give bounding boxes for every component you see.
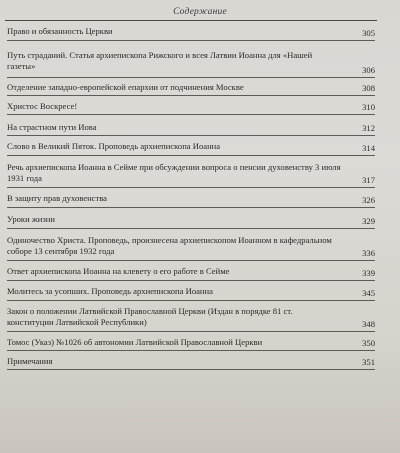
- toc-entry-page: 350: [362, 338, 375, 349]
- toc-entry: [7, 122, 375, 136]
- toc-entry: [7, 214, 375, 229]
- toc-entry-page: 339: [362, 268, 375, 279]
- toc-entry: [7, 193, 375, 208]
- toc-entry-title: Уроки жизни: [7, 214, 55, 224]
- toc-entry-title: В защиту прав духовенства: [7, 193, 107, 203]
- toc-entry-title: Отделение западно-европейской епархии от подчинения Москве: [7, 82, 244, 92]
- toc-entry: [7, 101, 375, 115]
- toc-entry: [7, 235, 375, 261]
- toc-entry-title: Слово в Великий Пяток. Проповедь архиепископа Иоанна: [7, 141, 221, 151]
- toc-entry-title: Христос Воскресе!: [7, 101, 78, 111]
- toc-entry: [7, 266, 375, 281]
- toc-entry-page: 308: [362, 83, 375, 94]
- toc-entry-page: 326: [362, 195, 375, 206]
- toc-entry: [7, 162, 375, 188]
- toc-entry-title: Томос (Указ) №1026 об автономии Латвийской Православной Церкви: [7, 337, 263, 347]
- toc-entry-page: 351: [362, 357, 375, 368]
- toc-entry-title: На страстном пути Иова: [7, 122, 97, 132]
- toc-entry-page: 329: [362, 216, 375, 227]
- toc-entry-page: 314: [362, 143, 375, 154]
- toc-entry-title: Речь архиепископа Иоанна в Сейме при обсуждении вопроса о пенсии духовенству 3 июля 1931 года: [7, 162, 341, 183]
- toc-entry: [7, 337, 375, 351]
- toc-entry-title: Ответ архиепископа Иоанна на клевету о его работе в Сейме: [7, 266, 230, 276]
- toc-entry-page: 312: [362, 123, 375, 134]
- toc-entry: [7, 286, 375, 301]
- toc-entry-page: 305: [362, 28, 375, 39]
- toc-entry-page: 336: [362, 248, 375, 259]
- header-rule: [5, 20, 377, 21]
- toc-entry: [7, 50, 375, 78]
- table-of-contents: [7, 26, 375, 370]
- toc-entry-page: 348: [362, 319, 375, 330]
- toc-entry-title: Путь страданий. Статья архиепископа Рижского и всея Латвии Иоанна для «Нашей газеты»: [7, 50, 313, 71]
- toc-entry: [7, 26, 375, 41]
- toc-entry: [7, 82, 375, 96]
- toc-entry-page: 306: [362, 65, 375, 76]
- toc-entry: [7, 356, 375, 370]
- toc-entry-title: Право и обязанность Церкви: [7, 26, 113, 36]
- toc-entry: [7, 141, 375, 156]
- running-header: Содержание: [173, 7, 227, 17]
- toc-entry-title: Закон о положении Латвийской Православной Церкви (Издан в порядке 81 ст. конституции Латвийской Республики): [7, 306, 293, 327]
- toc-entry: [7, 306, 375, 332]
- toc-entry-title: Примечания: [7, 356, 53, 366]
- toc-entry-page: 317: [362, 175, 375, 186]
- toc-entry-title: Молитесь за усопших. Проповедь архиепископа Иоанна: [7, 286, 213, 296]
- toc-entry-title: Одиночество Христа. Проповедь, произнесена архиепископом Иоанном в кафедральном соборе 13 сентября 1932 года: [7, 235, 332, 256]
- toc-entry-page: 345: [362, 288, 375, 299]
- toc-entry-page: 310: [362, 102, 375, 113]
